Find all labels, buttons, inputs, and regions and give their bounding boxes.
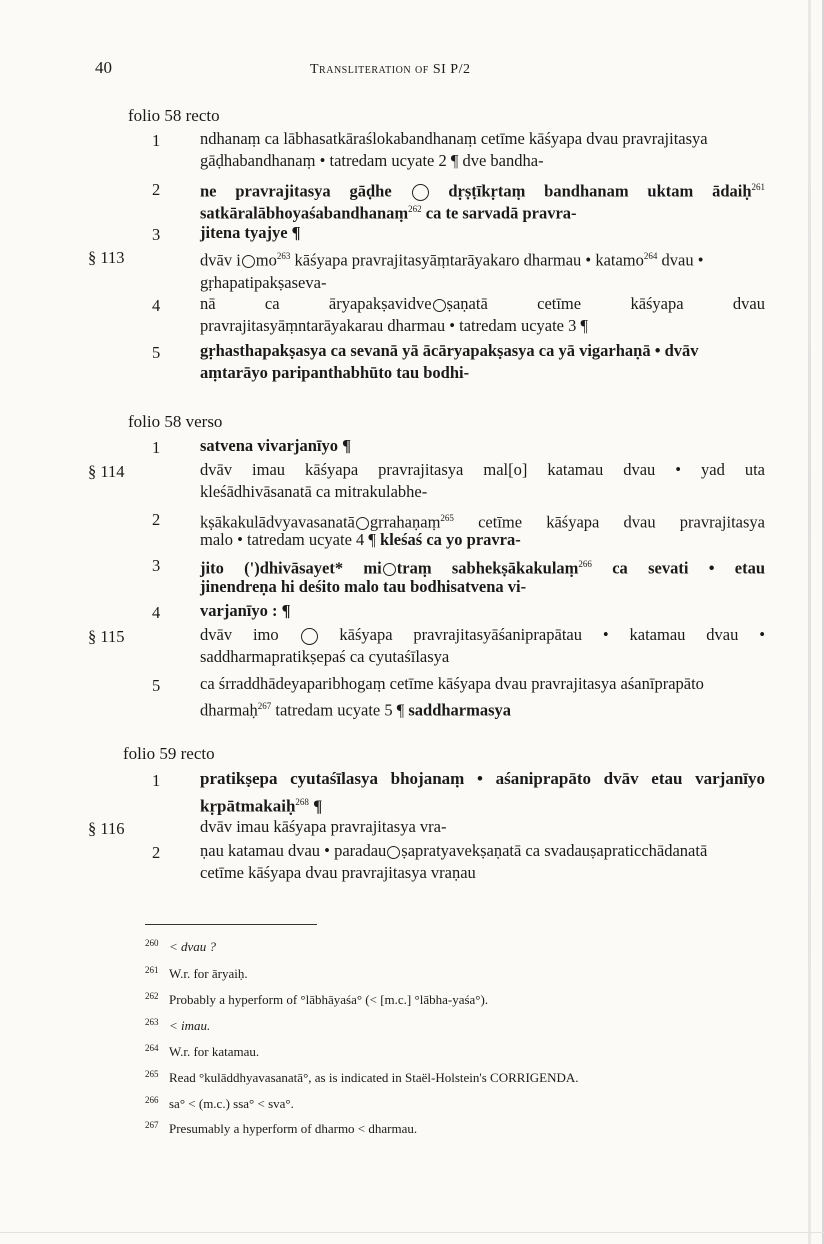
lacuna-circle-icon [433, 299, 446, 312]
line-number: 2 [152, 843, 161, 862]
text-line: satvena vivarjanīyo ¶ [200, 436, 351, 455]
footnote: 261 W.r. for āryaiḥ. [145, 965, 248, 981]
folio-heading: folio 58 verso [128, 412, 223, 431]
line-number: 1 [152, 131, 161, 150]
footnote: 260 < dvau ? [145, 938, 217, 954]
text-line: jitena tyajye ¶ [200, 223, 301, 242]
scan-bottom-edge [0, 1232, 824, 1233]
text-line: ndhanaṃ ca lābhasatkāraślokabandhanaṃ cetīme kāśyapa dvau pravrajitasya gāḍhabandhanaṃ • tatredam ucyate 2 ¶ dve bandha- [200, 129, 708, 170]
line-number: 5 [152, 676, 161, 695]
line-number: 5 [152, 343, 161, 362]
line-number: 2 [152, 180, 161, 199]
footnote-rule [145, 924, 317, 925]
text-line: dvāv i $mo^{263}$ kāśyapa pravrajitasyāṃtarāyakaro dharmau • katamo$^{264}$ dvau • gṛhapatipakṣaseva- [200, 250, 704, 292]
footnote: 263 < imau. [145, 1017, 211, 1033]
text-line: pratikṣepa cyutaśīlasya bhojanaṃ • aśaniprapāto dvāv etau varjanīyo [200, 769, 765, 788]
text-line: saddharmapratikṣepaś ca cyutaśīlasya [200, 647, 450, 666]
text-line: nā ca āryapakṣavidve ṣaṇatā cetīme kāśyapa dvau [200, 294, 766, 313]
text-line: ne pravrajitasya gāḍhe dṛṣṭīkṛtaṃ bandhanam uktam ādaiḥ$^{261}$ [200, 181, 766, 201]
text-line: satkāralābhoyaśabandhanaṃ$^{262}$ ca te sarvadā pravra- [200, 203, 577, 223]
text-line: gṛhasthapakṣasya ca sevanā yā ācāryapakṣasya ca yā vigarhaṇā • dvāv aṃtarāyo paripanthabhūto tau bodhi- [200, 341, 699, 382]
text-line: malo • tatredam ucyate 4 ¶ kleśaś ca yo pravra- [200, 530, 521, 549]
line-number: 3 [152, 225, 161, 244]
line-number: 4 [152, 603, 161, 622]
footnote: 262 Probably a hyperform of °lābhāyaśa° (< [m.c.] °lābha-yaśa°). [145, 991, 489, 1007]
text-line: jinendreṇa hi deśito malo tau bodhisatvena vi- [200, 577, 527, 596]
line-number: 1 [152, 771, 161, 790]
footnote: 266 sa° < (m.c.) ssa° < sva°. [145, 1095, 294, 1111]
text-line: jito (')dhivāsayet* mi traṃ sabhekṣākakulaṃ$^{266}$ ca sevati • etau [200, 558, 766, 578]
line-number: 4 [152, 296, 161, 315]
line-number: 1 [152, 438, 161, 457]
running-head: Transliteration of SI P/2 [310, 62, 471, 77]
line-number: 3 [152, 556, 161, 575]
text-line: ṇau katamau dvau • paradau ṣapratyavekṣaṇatā ca svadauṣapraticchādanatā cetīme kāśyapa dvau pravrajitasya vraṇau [200, 841, 708, 882]
text-line: kṣākakulādvyavasanatā grrahaṇaṃ$^{265}$ cetīme kāśyapa dvau pravrajitasya [200, 512, 765, 532]
footnote: 265 Read °kulāddhyavasanatā°, as is indicated in Staël-Holstein's CORRIGENDA. [145, 1069, 579, 1085]
lacuna-circle-icon [383, 563, 396, 576]
section-marker: § 116 [88, 819, 125, 838]
folio-heading: folio 58 recto [128, 106, 220, 125]
text-line: pravrajitasyāṃntarāyakarau dharmau • tatredam ucyate 3 ¶ [200, 316, 588, 335]
page-number: 40 [95, 58, 112, 77]
section-marker: § 113 [88, 248, 125, 267]
text-line: dvāv imo kāśyapa pravrajitasyāśaniprapātau • katamau dvau • [200, 625, 765, 644]
section-marker: § 114 [88, 462, 125, 481]
text-line: kleśādhivāsanatā ca mitrakulabhe- [200, 482, 428, 501]
page-edge-shadow [808, 0, 811, 1244]
lacuna-circle-icon [301, 628, 318, 645]
text-line: kṛpātmakaiḥ$^{268}$ ¶ [200, 796, 323, 816]
footnote: 264 W.r. for katamau. [145, 1043, 260, 1059]
section-marker: § 115 [88, 627, 125, 646]
text-line: ca śrraddhādeyaparibhogaṃ cetīme kāśyapa dvau pravrajitasya aśanīprapāto dharmaḥ$^{267}$ tatredam ucyate 5 ¶ saddharmasya [200, 674, 704, 720]
lacuna-circle-icon [387, 846, 400, 859]
text-line: dvāv imau kāśyapa pravrajitasya vra- [200, 817, 447, 836]
footnote: 267 Presumably a hyperform of dharmo < dharmau. [145, 1120, 418, 1136]
text-line: varjanīyo : ¶ [200, 601, 291, 620]
lacuna-circle-icon [242, 255, 255, 268]
text-line: dvāv imau kāśyapa pravrajitasya mal[o] katamau dvau • yad uta [200, 460, 765, 479]
folio-heading: folio 59 recto [123, 744, 215, 763]
line-number: 2 [152, 510, 161, 529]
